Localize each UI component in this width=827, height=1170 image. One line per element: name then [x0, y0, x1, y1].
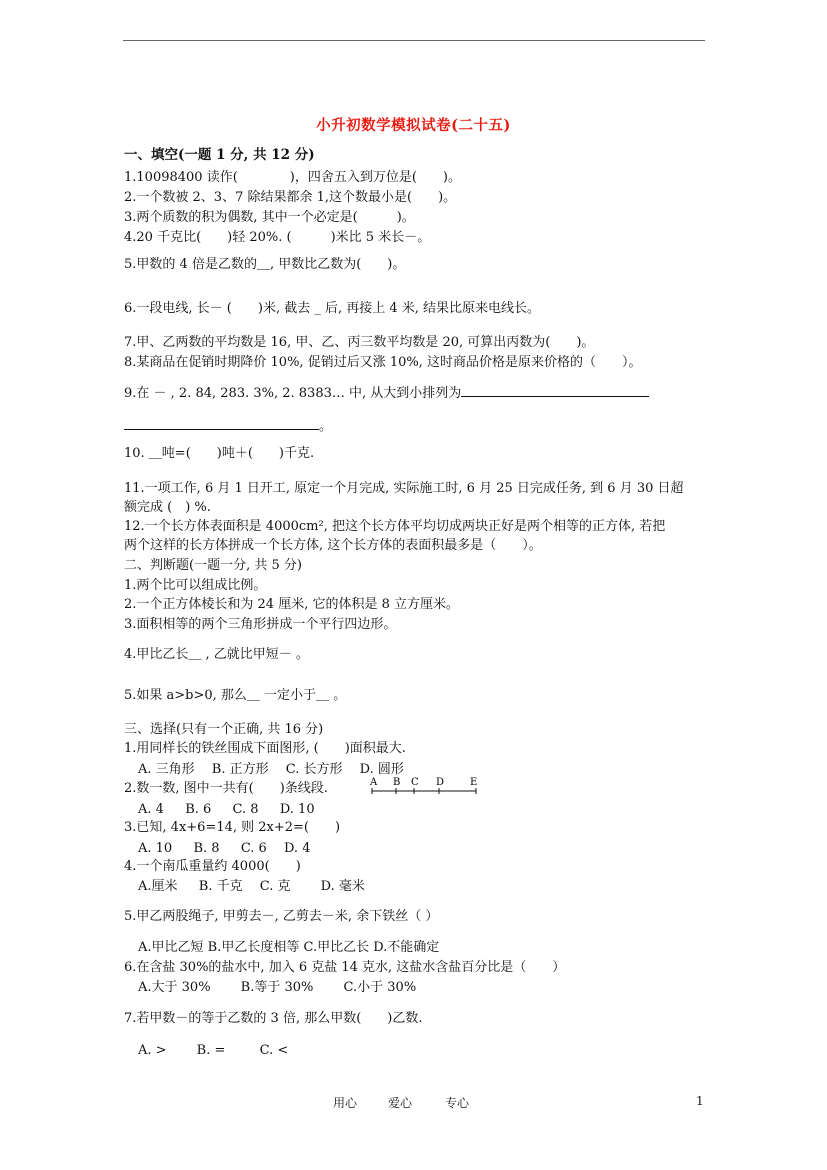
question-1-2: 2.一个数被 2、3、7 除结果都余 1,这个数最小是( )。: [124, 190, 457, 205]
footer-word-1: 用心: [333, 1096, 358, 1110]
question-1-9-end: 。: [319, 419, 333, 434]
question-1-7: 7.甲、乙两数的平均数是 16, 甲、乙、丙三数平均数是 20, 可算出丙数为( )。: [124, 335, 595, 350]
question-2-1: 1.两个比可以组成比例。: [124, 578, 267, 593]
segment-label-d: D: [436, 777, 445, 788]
question-3-2: 2.数一数, 图中一共有( )条线段.: [124, 781, 328, 796]
question-1-6: 6.一段电线, 长－ ( )米, 截去 _ 后, 再接上 4 米, 结果比原来电线长。: [124, 301, 541, 316]
section3-heading: 三、选择(只有一个正确, 共 16 分): [124, 722, 324, 737]
segment-label-a: A: [370, 777, 378, 788]
question-3-7: 7.若甲数－的等于乙数的 3 倍, 那么甲数( )乙数.: [124, 1011, 423, 1026]
question-1-10: 10. ＿吨=( )吨＋( )千克.: [124, 446, 315, 461]
question-3-3: 3.已知, 4x+6=14, 则 2x+2=( ): [124, 820, 341, 835]
question-1-8: 8.某商品在促销时期降价 10%, 促销过后又涨 10%, 这时商品价格是原来价格的（ ）。: [124, 355, 642, 370]
question-2-2: 2.一个正方体棱长和为 24 厘米, 它的体积是 8 立方厘米。: [124, 597, 460, 612]
question-1-9-text: 9.在 － , 2. 84, 283. 3%, 2. 8383… 中, 从大到小排列为: [124, 386, 462, 401]
question-3-6: 6.在含盐 30%的盐水中, 加入 6 克盐 14 克水, 这盐水含盐百分比是（ ）: [124, 960, 566, 975]
question-3-2-options: A. 4 B. 6 C. 8 D. 10: [138, 802, 315, 817]
question-3-6-options: A.大于 30% B.等于 30% C.小于 30%: [138, 980, 417, 995]
segment-label-e: E: [470, 777, 478, 788]
question-1-12: 12.一个长方体表面积是 4000cm², 把这个长方体平均切成两块正好是两个相等的正方体, 若把: [124, 519, 666, 534]
footer-word-2: 爱心: [388, 1096, 413, 1110]
answer-blank: [124, 417, 319, 430]
question-1-4: 4.20 千克比( )轻 20%. ( )米比 5 米长－。: [124, 230, 431, 245]
question-1-3: 3.两个质数的积为偶数, 其中一个必定是( )。: [124, 210, 415, 225]
question-2-3: 3.面积相等的两个三角形拼成一个平行四边形。: [124, 617, 397, 632]
question-3-5-options: A.甲比乙短 B.甲乙长度相等 C.甲比乙长 D.不能确定: [138, 940, 440, 955]
page-number: 1: [696, 1094, 704, 1108]
question-3-4: 4.一个南瓜重量约 4000( ): [124, 859, 301, 874]
footer-word-3: 专心: [445, 1096, 470, 1110]
question-1-12-cont: 两个这样的长方体拼成一个长方体, 这个长方体的表面积最多是（ ）。: [124, 538, 542, 553]
question-3-3-options: A. 10 B. 8 C. 6 D. 4: [138, 841, 311, 856]
segment-label-c: C: [411, 777, 419, 788]
section1-heading: 一、填空(一题 1 分, 共 12 分): [124, 147, 315, 163]
question-1-5: 5.甲数的 4 倍是乙数的＿, 甲数比乙数为( )。: [124, 257, 406, 272]
question-3-5: 5.甲乙两股绳子, 甲剪去－, 乙剪去－米, 余下铁丝（ ）: [124, 909, 439, 924]
question-2-4: 4.甲比乙长＿ , 乙就比甲短－ 。: [124, 647, 309, 662]
question-3-4-options: A.厘米 B. 千克 C. 克 D. 毫米: [138, 879, 365, 894]
question-1-9: [124, 384, 649, 402]
segment-figure: [370, 776, 480, 796]
answer-blank: [461, 384, 649, 397]
question-1-1: 1.10098400 读作( )，四舍五入到万位是( )。: [124, 170, 461, 185]
question-3-7-options: A. > B. = C. <: [138, 1043, 289, 1058]
question-1-11: 11.一项工作, 6 月 1 日开工, 原定一个月完成, 实际施工时, 6 月 25 日完成任务, 到 6 月 30 日超: [124, 481, 684, 496]
question-1-9-cont: [124, 417, 332, 435]
question-3-1: 1.用同样长的铁丝围成下面图形, ( )面积最大.: [124, 741, 406, 756]
section2-heading: 二、判断题(一题一分, 共 5 分): [124, 558, 302, 573]
segment-label-b: B: [393, 777, 401, 788]
question-1-11-cont: 额完成 ( ) %.: [124, 500, 211, 515]
question-2-5: 5.如果 a>b>0, 那么＿ 一定小于＿ 。: [124, 688, 347, 703]
page-title: 小升初数学模拟试卷(二十五): [316, 117, 511, 134]
header-rule: [123, 40, 705, 41]
question-3-1-options: A. 三角形 B. 正方形 C. 长方形 D. 圆形: [138, 762, 404, 777]
